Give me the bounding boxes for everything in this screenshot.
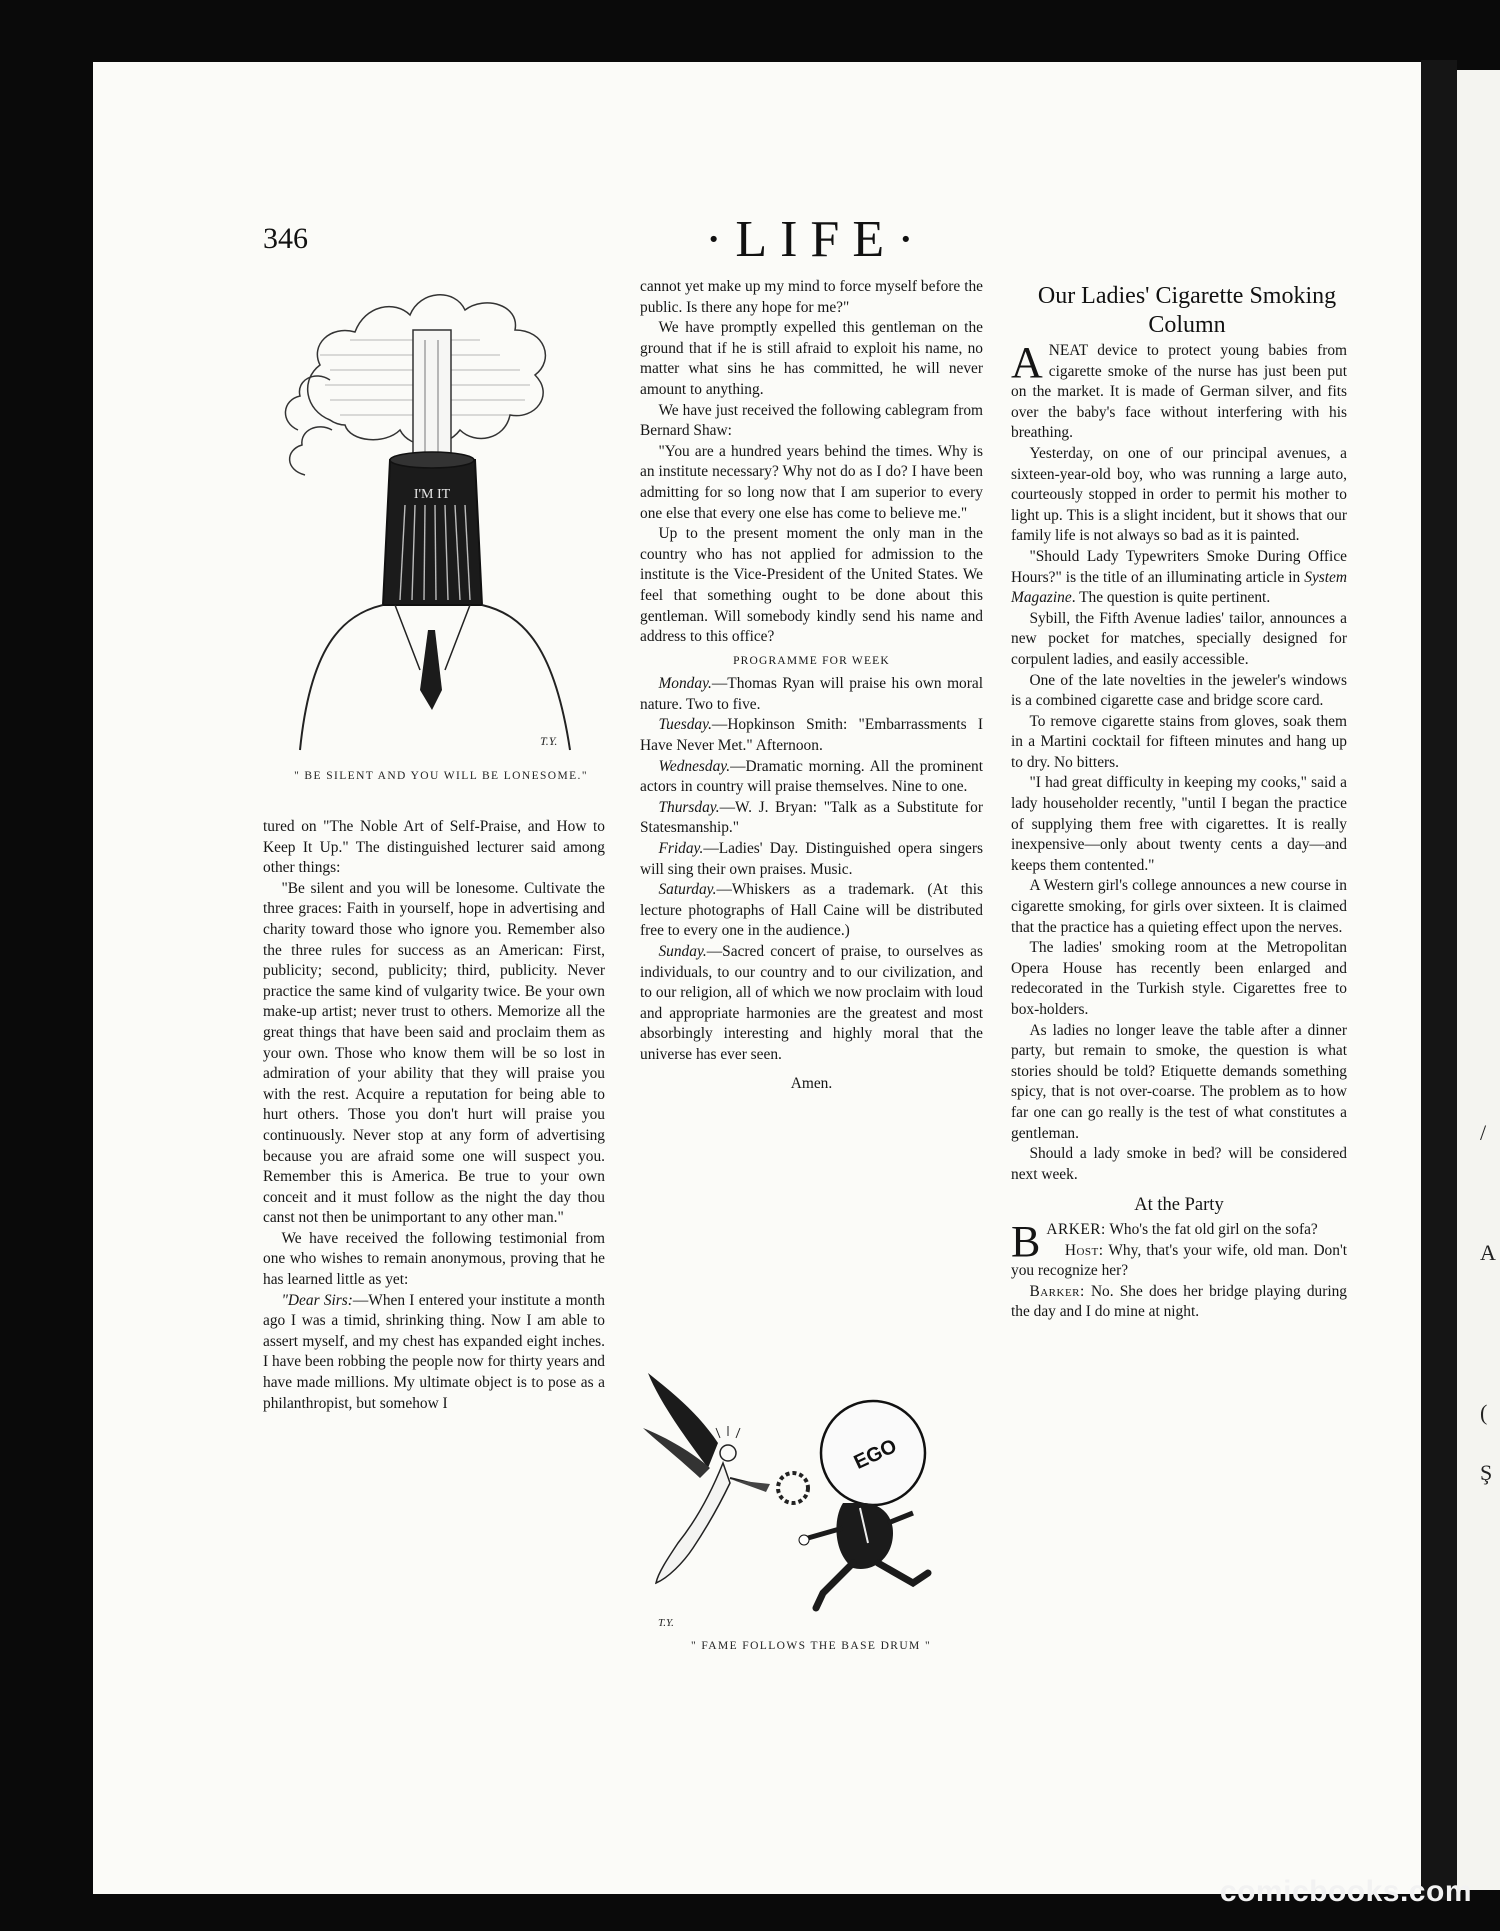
programme-day: Friday. bbox=[658, 840, 704, 858]
column-right bbox=[1011, 338, 1347, 1323]
paragraph: Should a lady smoke in bed? will be considered next week. bbox=[1011, 1145, 1347, 1183]
dialogue-text: No. She does her bridge playing during the day and I do mine at night. bbox=[1011, 1282, 1347, 1321]
programme-day: Monday. bbox=[658, 675, 712, 693]
paragraph-text: . The question is quite pertinent. bbox=[1071, 589, 1271, 607]
paragraph: We have just received the following cablegram from Bernard Shaw: bbox=[640, 401, 983, 440]
paragraph-text: NEAT device to protect young babies from cigarette smoke of the nurse has just been put on the market. It is made of German silver, and fits over the baby's face without interfering with his breathing. bbox=[1011, 342, 1347, 442]
adjacent-page-fragment: Ş bbox=[1480, 1460, 1493, 1485]
programme-day: Wednesday. bbox=[658, 757, 731, 775]
binding-gutter bbox=[1421, 60, 1457, 1900]
dialogue-text: Why, that's your wife, old man. Don't you recognize her? bbox=[1011, 1241, 1347, 1280]
programme-heading: PROGRAMME FOR WEEK bbox=[733, 654, 890, 667]
adjacent-page-fragment: / bbox=[1480, 1120, 1487, 1145]
programme-item bbox=[640, 715, 983, 756]
illustration1-caption: " BE SILENT AND YOU WILL BE LONESOME." bbox=[294, 770, 588, 782]
paragraph: We have received the following testimonial from one who wishes to remain anonymous, proving that he has learned little as yet: bbox=[263, 1229, 605, 1289]
dialogue-line bbox=[1011, 1282, 1347, 1323]
programme-text: —Hopkinson Smith: "Embarrassments I Have Never Met." Afternoon. bbox=[640, 716, 983, 755]
drop-cap: B bbox=[1011, 1216, 1041, 1266]
paragraph bbox=[1011, 338, 1347, 444]
programme-day: Thursday. bbox=[658, 798, 720, 816]
programme-text: —Whiskers as a trademark. (At this lecture photographs of Hall Caine will be distributed free to every one in the audience.) bbox=[640, 881, 983, 940]
paragraph: "Be silent and you will be lonesome. Cultivate the three graces: Faith in yourself, hope in advertising and charity toward those who ignore you. Remember also the three rules for success as an American: First, publicity; second, publicity; third, publicity. Never practice the same kind of vulgarity twice. Be your own make-up artist; never trust to others. Memorize all the great things that have been said and proclaim them as your own. Those who know them will be so lost in admiration of your ability that they will praise you with the rest. Acquire a reputation for being able to hurt others. Those you don't hurt will praise you continuously. Never stop at any form of advertising because you are afraid some one will suspect you. Remember this is America. Be true to your own conceit and it must follow as the night the day thou canst not then be unimportant to any other man." bbox=[263, 879, 605, 1227]
dialogue-text: Who's the fat old girl on the sofa? bbox=[1109, 1220, 1318, 1238]
illustration-fame-ego bbox=[638, 1368, 984, 1633]
paragraph: We have promptly expelled this gentleman on the ground that if he is still afraid to exploit his name, no matter what sins he has committed, he will never amount to anything. bbox=[640, 319, 983, 398]
paragraph: Yesterday, on one of our principal avenues, a sixteen-year-old boy, who was running a large auto, courteously stopped in order to permit his mother to light up. This is a slight incident, but it shows that our family life is not always so bad as it is painted. bbox=[1011, 444, 1347, 545]
masthead-title: ·LIFE· bbox=[705, 211, 928, 268]
magazine-title: System Magazine bbox=[1011, 568, 1347, 607]
paragraph: The ladies' smoking room at the Metropolitan Opera House has recently been enlarged and redecorated in the Turkish style. Cigarettes free to box-holders. bbox=[1011, 939, 1347, 1018]
article-heading: Our Ladies' Cigarette Smoking Column bbox=[1037, 283, 1337, 338]
programme-text: —Sacred concert of praise, to ourselves as individuals, to our country and to our civilization, and to our religion, all of which we now proclaim with loud and appropriate harmonies are the greatest and most absorbingly interesting and highly moral that the universe has ever seen. bbox=[640, 943, 983, 1063]
programme-text: —Dramatic morning. All the prominent actors in country will praise themselves. Nine to one. bbox=[640, 757, 983, 796]
site-watermark: comicbooks.com bbox=[1219, 1875, 1472, 1908]
adjacent-page-fragment: ( bbox=[1480, 1400, 1488, 1425]
programme-item bbox=[640, 674, 983, 715]
programme-item bbox=[640, 757, 983, 798]
paragraph: A Western girl's college announces a new course in cigarette smoking, for girls over sixteen. It is claimed that the practice has a quieting effect upon the nerves. bbox=[1011, 877, 1347, 936]
adjacent-page-fragment: A bbox=[1480, 1240, 1496, 1265]
column-left bbox=[263, 817, 605, 1414]
programme-item bbox=[640, 798, 983, 839]
programme-text: —W. J. Bryan: "Talk as a Substitute for Statesmanship." bbox=[640, 798, 983, 837]
svg-text:T.Y.: T.Y. bbox=[540, 734, 558, 748]
illustration-silent-man bbox=[270, 270, 615, 760]
programme-item bbox=[640, 942, 983, 1066]
drop-cap: A bbox=[1011, 338, 1043, 387]
closing-amen: Amen. bbox=[790, 1074, 833, 1092]
speaker-name: Host: bbox=[1064, 1241, 1104, 1259]
paragraph: "I had great difficulty in keeping my cooks," said a lady householder recently, "until I began the practice of supplying them free with cigarettes. It is really inexpensive—only about twenty cents a day—and keeps them contented." bbox=[1011, 774, 1347, 874]
svg-text:T.Y.: T.Y. bbox=[658, 1617, 674, 1629]
illustration2-caption: " FAME FOLLOWS THE BASE DRUM " bbox=[690, 1640, 932, 1652]
programme-item bbox=[640, 880, 983, 942]
column-middle bbox=[640, 277, 983, 1094]
paragraph bbox=[263, 1291, 605, 1415]
dialogue-line bbox=[1011, 1241, 1347, 1282]
programme-text: —Thomas Ryan will praise his own moral nature. Two to five. bbox=[640, 675, 983, 713]
hat-label: I'M IT bbox=[413, 487, 451, 502]
paragraph: cannot yet make up my mind to force myself before the public. Is there any hope for me?" bbox=[640, 278, 983, 316]
programme-day: Tuesday. bbox=[658, 716, 712, 734]
ego-label: EGO bbox=[850, 1435, 901, 1474]
page-number: 346 bbox=[263, 222, 308, 255]
adjacent-page-edge bbox=[1457, 70, 1500, 1890]
paragraph: To remove cigarette stains from gloves, soak them in a Martini cocktail for fifteen minutes and hang up to dry. No bitters. bbox=[1011, 712, 1347, 771]
speaker-name: ARKER: bbox=[1046, 1220, 1106, 1238]
letter-salutation: "Dear Sirs: bbox=[281, 1291, 353, 1309]
paragraph: "You are a hundred years behind the times. Why is an institute necessary? Why not do as I do? I have been admitting for so long now that I am superior to every one else that every one else has come to believe me." bbox=[640, 442, 983, 522]
paragraph: tured on "The Noble Art of Self-Praise, and How to Keep It Up." The distinguished lecturer said among other things: bbox=[263, 818, 605, 877]
paragraph-text: "Should Lady Typewriters Smoke During Office Hours?" is the title of an illuminating article in bbox=[1011, 547, 1347, 586]
section-heading: At the Party bbox=[1134, 1195, 1224, 1216]
programme-item bbox=[640, 839, 983, 880]
letter-text: —When I entered your institute a month ago I was a timid, shrinking thing. Now I am able to assert myself, and my chest has expanded eight inches. I have been robbing the people now for thirty years and have made millions. My ultimate object is to pose as a philanthropist, but somehow I bbox=[263, 1291, 605, 1412]
paragraph: Up to the present moment the only man in the country who has not applied for admission to the institute is the Vice-President of the United States. We feel that something ought to be done about this gentleman. Will somebody kindly send his name and address to this office? bbox=[640, 525, 983, 646]
programme-text: —Ladies' Day. Distinguished opera singers will sing their own praises. Music. bbox=[640, 840, 983, 878]
programme-day: Saturday. bbox=[658, 881, 717, 899]
programme-day: Sunday. bbox=[658, 943, 707, 960]
paragraph bbox=[1011, 547, 1347, 609]
paragraph: Sybill, the Fifth Avenue ladies' tailor, announces a new pocket for matches, specially designed for corpulent ladies, and easily accessible. bbox=[1011, 609, 1347, 668]
paragraph: As ladies no longer leave the table after a dinner party, but remain to smoke, the question is what stories should be told? Etiquette demands something spicy, that is not over-coarse. The problem as to how far one can go really is the test of what constitutes a gentleman. bbox=[1011, 1021, 1347, 1142]
speaker-name: Barker: bbox=[1029, 1282, 1085, 1300]
paragraph: One of the late novelties in the jeweler's windows is a combined cigarette case and bridge score card. bbox=[1011, 671, 1347, 710]
